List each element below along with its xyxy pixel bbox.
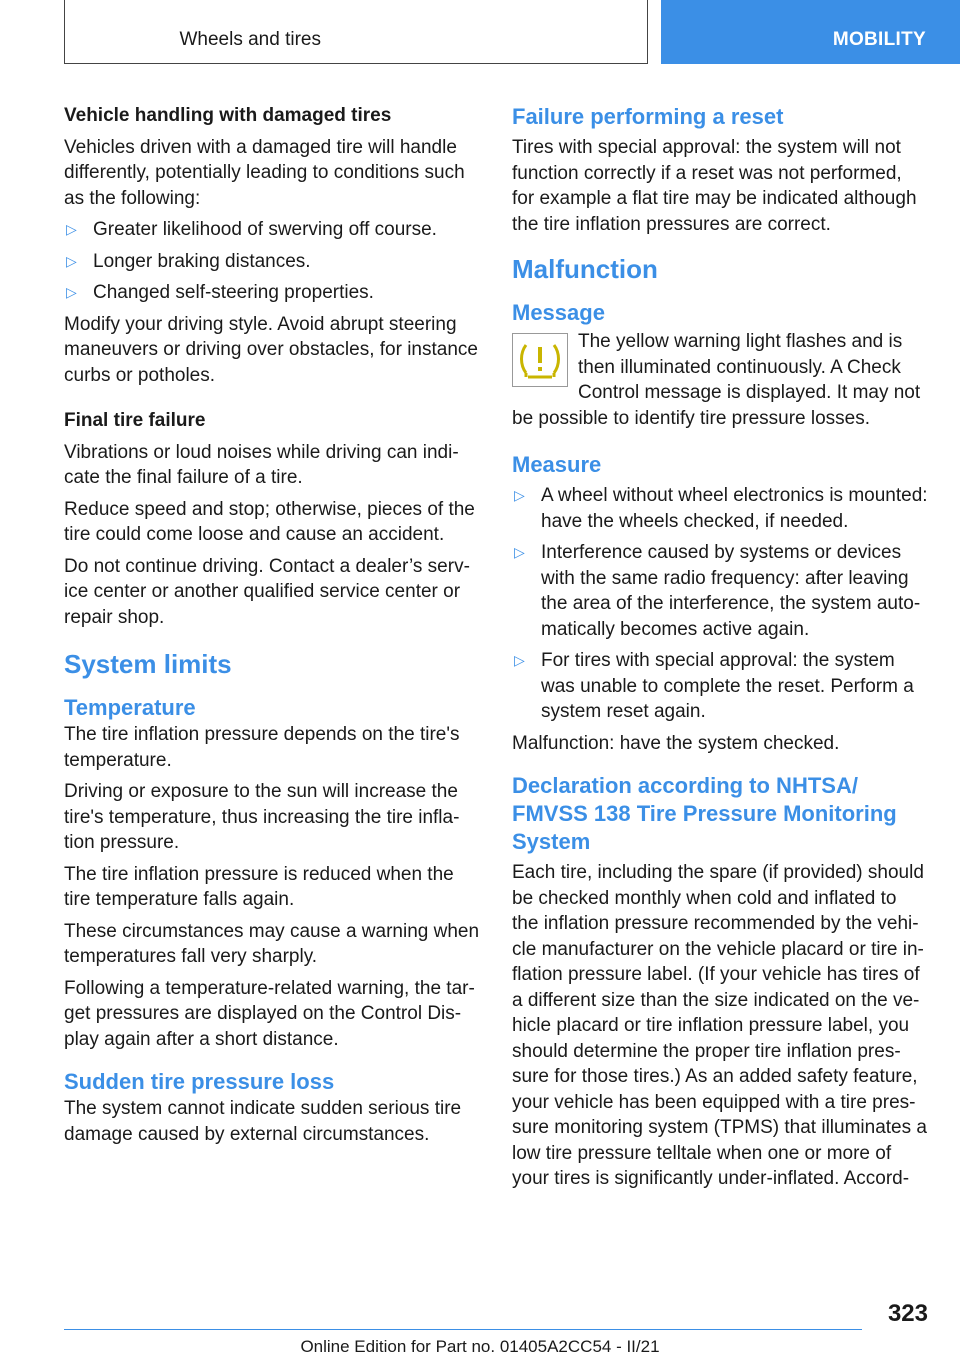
footer-edition: Online Edition for Part no. 01405A2CC54 - II/21: [300, 1337, 660, 1356]
list-item: ▷ Changed self-steering properties.: [64, 280, 484, 306]
paragraph: The system cannot indicate sudden serious tire damage caused by external circumstances.: [64, 1098, 462, 1145]
header-box: [64, 0, 648, 64]
header-chapter-tab: [661, 0, 960, 64]
list-item: ▷ Longer braking distances.: [64, 249, 484, 275]
paragraph: Following a temperature-related warning, the tar- get pressures are displayed on the Control Dis- play again after a short distance.: [64, 977, 475, 1050]
bullet-list-measure: [512, 483, 928, 725]
list-item: ▷ Greater likelihood of swerving off course.: [64, 217, 484, 243]
heading-temperature: Temperature: [64, 695, 196, 720]
paragraph: These circumstances may cause a warning when temperatures fall very sharply.: [64, 920, 480, 967]
paragraph: Driving or exposure to the sun will increase the tire's temperature, thus increasing the tire infla- tion pressure.: [64, 781, 460, 853]
heading-reset-failure: Failure performing a reset: [512, 104, 784, 129]
subheading-damaged-tires: Vehicle handling with damaged tires: [64, 105, 392, 126]
paragraph: Vehicles driven with a damaged tire will handle differently, potentially leading to conditions such as the following:: [64, 136, 465, 209]
paragraph: The tire inflation pressure is reduced when the tire temperature falls again.: [64, 863, 454, 910]
heading-sudden-loss: Sudden tire pressure loss: [64, 1069, 335, 1094]
triangle-right-icon: ▷: [514, 487, 525, 503]
header-chapter-title: MOBILITY: [832, 29, 926, 50]
heading-malfunction: Malfunction: [512, 254, 658, 284]
paragraph: Tires with special approval: the system will not function correctly if a reset was not performed, for example a flat tire may be indicated although the tire inflation pressures are correct.: [512, 137, 917, 235]
paragraph: Vibrations or loud noises while driving can indi- cate the final failure of a tire.: [64, 441, 459, 488]
heading-declaration: Declaration according to NHTSA/ FMVSS 138 Tire Pressure Monitoring System: [512, 773, 897, 854]
message-block: [512, 329, 928, 431]
triangle-right-icon: ▷: [514, 544, 525, 560]
paragraph: Modify your driving style. Avoid abrupt steering maneuvers or driving over obstacles, for instance curbs or potholes.: [64, 313, 478, 386]
right-column: [512, 103, 928, 1198]
list-item: ▷ For tires with special approval: the system was unable to complete the reset. Perform a system reset again.: [514, 650, 914, 722]
heading-measure: Measure: [512, 452, 602, 477]
paragraph: Do not continue driving. Contact a dealer’s serv- ice center or another qualified service center or repair shop.: [64, 555, 470, 628]
subheading-final-failure: Final tire failure: [64, 410, 206, 431]
paragraph: The tire inflation pressure depends on the tire's temperature.: [64, 724, 460, 771]
triangle-right-icon: ▷: [514, 652, 525, 668]
paragraph: Malfunction: have the system checked.: [512, 732, 840, 754]
left-column: [64, 103, 484, 1153]
triangle-right-icon: ▷: [66, 284, 77, 300]
tire-pressure-warning-icon: [512, 333, 568, 387]
paragraph: Each tire, including the spare (if provided) should be checked monthly when cold and inflated to the inflation pressure recommended by the vehi- cle manufacturer on the vehicle placard or tire in- flation pressure label. (If your vehicle has tires of a different size than the size indicated on the ve- hicle placard or tire inflation pressure label, you should determine the proper tire inflation pres- sure for those tires.) As an added safety feature, your vehicle has been equipped with a tire pres- sure monitoring system (TPMS) that illuminates a low tire pressure telltale when one or more of your tires is significantly under-inflated. Accord-: [512, 862, 927, 1189]
header-section-title: Wheels and tires: [179, 29, 321, 50]
list-item: ▷ A wheel without wheel electronics is mounted: have the wheels checked, if needed.: [514, 485, 928, 532]
paragraph: Reduce speed and stop; otherwise, pieces of the tire could come loose and cause an accident.: [64, 498, 475, 545]
footer-divider: [64, 1329, 862, 1330]
bullet-list-handling: [64, 217, 484, 306]
heading-message: Message: [512, 300, 605, 325]
paragraph: The yellow warning light flashes and is then illuminated continuously. A Check Control message is displayed. It may not be possible to identify tire pressure losses.: [512, 331, 921, 429]
page-number: 323: [887, 1300, 928, 1327]
list-item: ▷ Interference caused by systems or devices with the same radio frequency: after leaving the area of the interference, the system auto- matically becomes active again.: [514, 542, 921, 640]
heading-system-limits: System limits: [64, 649, 232, 679]
triangle-right-icon: ▷: [66, 221, 77, 237]
triangle-right-icon: ▷: [66, 252, 77, 269]
